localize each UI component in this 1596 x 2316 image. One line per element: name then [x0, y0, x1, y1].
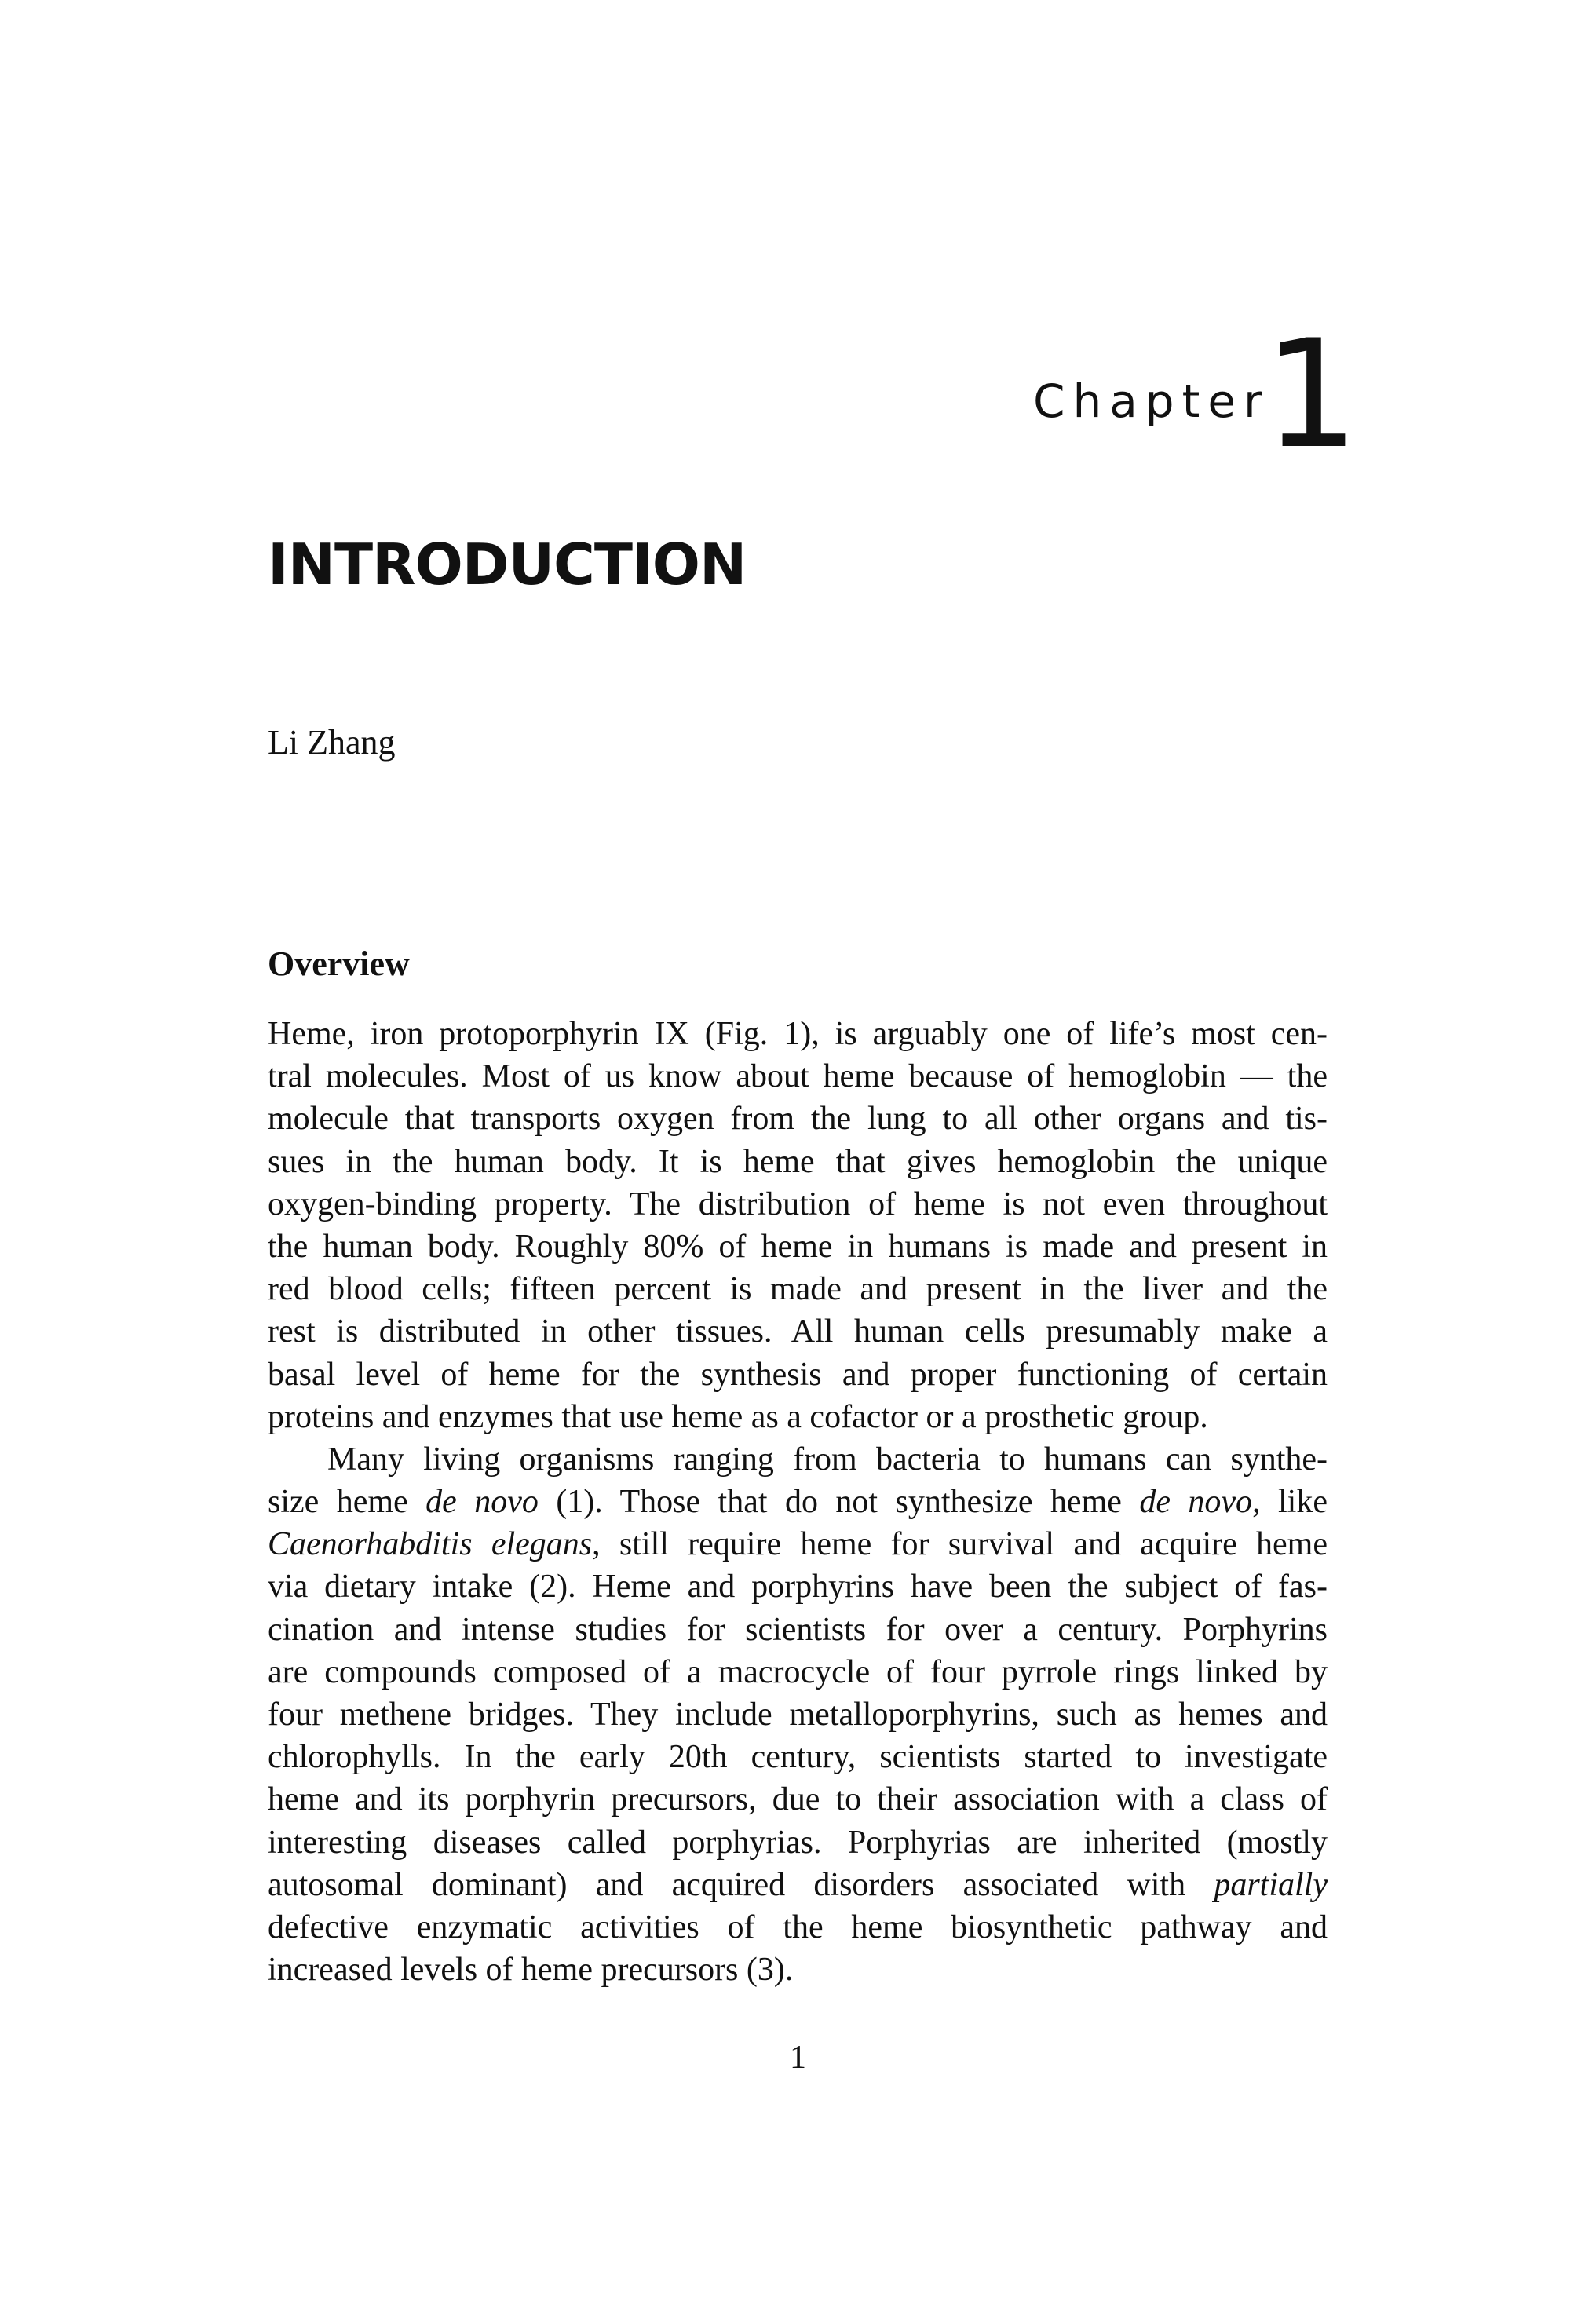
text-run: , still require heme for survival and acquire heme [592, 1526, 1328, 1563]
chapter-title: INTRODUCTION [268, 532, 747, 597]
italic-term: de novo [425, 1484, 539, 1521]
text-run: (1). Those that do not synthesize heme [538, 1484, 1140, 1521]
text-line [268, 1864, 1328, 1906]
italic-term: partially [1214, 1866, 1328, 1903]
text-line [268, 1481, 1328, 1523]
text-run: size heme [268, 1484, 426, 1521]
text-line: rest is distributed in other tissues. All human cells presumably make a [268, 1313, 1328, 1350]
text-line: chlorophylls. In the early 20th century, scientists started to investigate [268, 1739, 1328, 1776]
text-line: Many living organisms ranging from bacteria to humans can synthe- [327, 1441, 1328, 1478]
species-name: Caenorhabditis elegans [268, 1526, 593, 1563]
text-line: defective enzymatic activities of the heme biosynthetic pathway and [268, 1909, 1328, 1945]
text-line: the human body. Roughly 80% of heme in humans is made and present in [268, 1228, 1328, 1265]
text-line: heme and its porphyrin precursors, due to their association with a class of [268, 1781, 1328, 1818]
text-line [268, 1523, 1328, 1565]
text-line: Heme, iron protoporphyrin IX (Fig. 1), is arguably one of life’s most cen- [268, 1016, 1328, 1052]
author-name: Li Zhang [268, 723, 396, 762]
text-line: interesting diseases called porphyrias. Porphyrias are inherited (mostly [268, 1824, 1328, 1861]
text-run: autosomal dominant) and acquired disorders associated with [268, 1866, 1214, 1903]
italic-term: de novo [1139, 1484, 1253, 1521]
chapter-label: Chapter [1033, 374, 1270, 428]
text-line: basal level of heme for the synthesis and proper functioning of certain [268, 1356, 1328, 1393]
text-line: via dietary intake (2). Heme and porphyrins have been the subject of fas- [268, 1569, 1328, 1605]
text-line: are compounds composed of a macrocycle of four pyrrole rings linked by [268, 1653, 1328, 1690]
text-line: four methene bridges. They include metalloporphyrins, such as hemes and [268, 1697, 1328, 1733]
text-line: increased levels of heme precursors (3). [268, 1952, 794, 1989]
text-line: sues in the human body. It is heme that gives hemoglobin the unique [268, 1143, 1328, 1180]
page-number: 1 [790, 2040, 806, 2076]
chapter-number: 1 [1264, 308, 1359, 481]
text-line: molecule that transports oxygen from the lung to all other organs and tis- [268, 1101, 1328, 1138]
text-line: cination and intense studies for scientists for over a century. Porphyrins [268, 1611, 1328, 1648]
text-line: tral molecules. Most of us know about heme because of hemoglobin — the [268, 1058, 1328, 1095]
text-line: red blood cells; fifteen percent is made and present in the liver and the [268, 1271, 1328, 1308]
text-run: , like [1252, 1484, 1328, 1521]
text-line: proteins and enzymes that use heme as a cofactor or a prosthetic group. [268, 1398, 1208, 1435]
text-line: oxygen-binding property. The distribution of heme is not even throughout [268, 1185, 1328, 1222]
body-text [268, 1013, 1328, 1991]
section-heading: Overview [268, 944, 410, 983]
